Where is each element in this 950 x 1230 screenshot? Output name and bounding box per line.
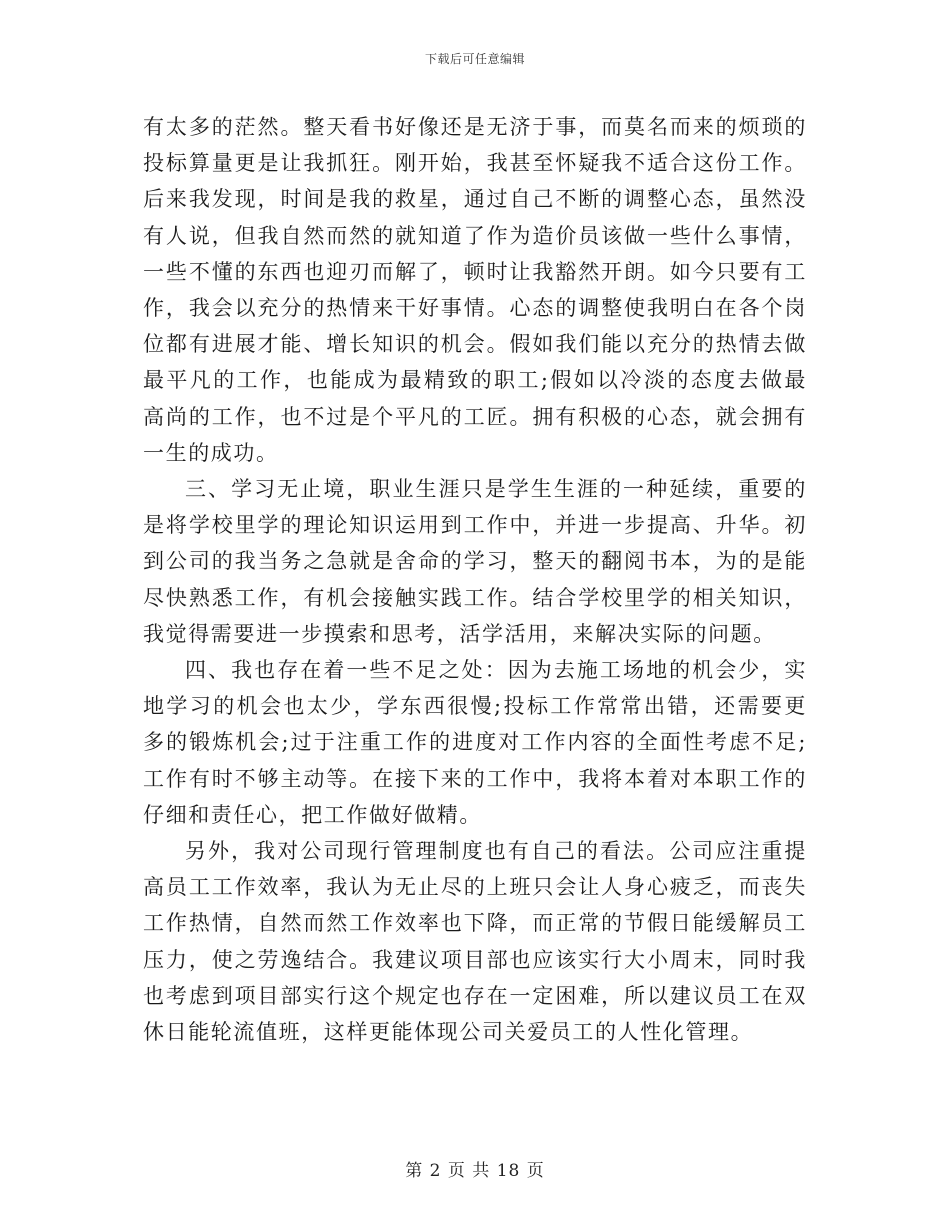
- paragraph-1: 有太多的茫然。整天看书好像还是无济于事，而莫名而来的烦琐的投标算量更是让我抓狂。刚开始，我甚至怀疑我不适合这份工作。后来我发现，时间是我的救星，通过自己不断的调整心态，虽然没有人说，但我自然而然的就知道了作为造价员该做一些什么事情，一些不懂的东西也迎刃而解了，顿时让我豁然开朗。如今只要有工作，我会以充分的热情来干好事情。心态的调整使我明白在各个岗位都有进展才能、增长知识的机会。假如我们能以充分的热情去做最平凡的工作，也能成为最精致的职工;假如以冷淡的态度去做最高尚的工作，也不过是个平凡的工匠。拥有积极的心态，就会拥有一生的成功。: [143, 115, 807, 465]
- page-number: 第 2 页 共 18 页: [405, 1161, 545, 1181]
- paragraph-3: 四、我也存在着一些不足之处：因为去施工场地的机会少，实地学习的机会也太少，学东西很慢;投标工作常常出错，还需要更多的锻炼机会;过于注重工作的进度对工作内容的全面性考虑不足;工作有时不够主动等。在接下来的工作中，我将本着对本职工作的仔细和责任心，把工作做好做精。: [143, 658, 807, 827]
- paragraph-4: 另外，我对公司现行管理制度也有自己的看法。公司应注重提高员工工作效率，我认为无止尽的上班只会让人身心疲乏，而丧失工作热情，自然而然工作效率也下降，而正常的节假日能缓解员工压力，使之劳逸结合。我建议项目部也应该实行大小周末，同时我也考虑到项目部实行这个规定也存在一定困难，所以建议员工在双休日能轮流值班，这样更能体现公司关爱员工的人性化管理。: [143, 839, 807, 1045]
- document-body: [143, 109, 807, 1050]
- page-header: 下载后可任意编辑: [424, 52, 525, 66]
- paragraph-2: 三、学习无止境，职业生涯只是学生生涯的一种延续，重要的是将学校里学的理论知识运用到工作中，并进一步提高、升华。初到公司的我当务之急就是舍命的学习，整天的翻阅书本，为的是能尽快熟悉工作，有机会接触实践工作。结合学校里学的相关知识，我觉得需要进一步摸索和思考，活学活用，来解决实际的问题。: [143, 477, 807, 646]
